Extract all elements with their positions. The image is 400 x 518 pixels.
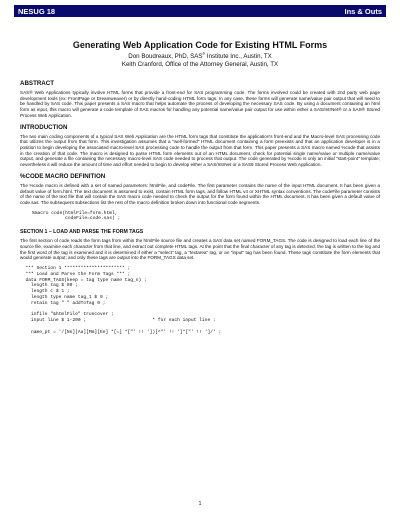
macro-definition-code: %macro code(htmlFile=form.html, codeFile=code.sas) ;	[32, 210, 121, 222]
paper-title: Generating Web Application Code for Existing HTML Forms	[72, 40, 328, 50]
page-content	[20, 40, 380, 336]
header-banner	[14, 5, 386, 17]
author-line-1: Don Boudreaux, PhD, SAS® Institute Inc., Austin, TX	[128, 52, 272, 61]
section1-heading: SECTION 1 – LOAD AND PARSE THE FORM TAGS	[20, 229, 144, 236]
macro-definition-heading: %CODE MACRO DEFINITION	[20, 172, 106, 180]
abstract-heading: ABSTRACT	[20, 80, 55, 88]
abstract-text: SAS® Web Applications typically involve HTML forms that provide a front-end for SAS programming code. The forms involved could be created with 2nd party web page development tools (ex: FrontPage or Dreamweaver) or by directly hand-coding HTML form tags. In any case, these forms will generate name/value pair output that will need to be handled by SAS code. This paper presents a SAS macro that helps automate the process of developing the necessary SAS code. By using a document containing an html form as input, this macro will generate a code template of SAS macros for handling any potential name/value pair output for use within either a SAS/IntrNet® or a SAS® Stored Process Web Application.	[20, 90, 380, 118]
section-label: Ins & Outs	[344, 6, 382, 16]
introduction-heading: INTRODUCTION	[20, 123, 68, 131]
section1-code: *** Section 1 ********************** ; *** Load and Parse the Form Tags *** ; data FORM_TAGS(keep = tag type name tag_n) ; length tag $ 80 ; length c $ 1 ; length type name tag_1 $ 9 ; retain tag " " addToTag 0 ; infile "&htmlFile" truncover ; input line $ 1-200 ; * for each input line ; name_pt = '/[Nn][Aa][Mm][Ee] *[=] *["' !! '])[^"' !! ']*["' !! ']/' ;	[25, 266, 222, 335]
page-number: 1	[198, 501, 202, 507]
author-line-2: Keith Cranford, Office of the Attorney General, Austin, TX	[121, 60, 279, 68]
section1-text: The first section of code reads the form tags from within the htmlFile source file and creates a SAS data set named FORM_TAGS. The code is designed to load each line of the source file, examine each character from that line, and extract out complete HTML tags. At the point that the final character of any tag is detected, the tag is written to the log and the first word of the tag is examined and it is determined if either a "select" tag, a "textarea" tag, or an "input" tag has been found. These tags constitute the form elements that would generate output; and only these tags are output into the FORM_TAGS data set.	[20, 238, 380, 261]
introduction-text: The two main coding components of a typical SAS Web Application are the HTML form tags that constitute the application's front-end and the Macro-level SAS processing code that utilizes the output from that form. This investigation assumes that a "well-formed" HTML document containing a form preexists and that an application developer is in a position to begin developing the associated macro-level SAS processing code to handle the output from that form. This paper presents a SAS macro named %code that assists in the creation of that code. The macro is designed to parse HTML form elements out of an HTML document, check for potential single name/value or multiple name/value output, and generate a file containing the necessary macro-level SAS code needed to process that output. The code generated by %code is only an initial "start-point" template; nevertheless it will reduce the amount of time and effort needed to begin to develop either a SAS/IntrNet or a SAS9 Stored Process Web Application.	[20, 133, 380, 168]
conference-label: NESUG 18	[18, 6, 56, 16]
macro-definition-text: The %code macro is defined with a set of named parameters: htmlFile, and codeFile. The first parameter contains the name of the input HTML document. It has been given a default value of form.html. The text document is assumed to exist, contain HTML form tags, and follow HTML v4 or XHTML syntax conventions. The codeFile parameter consists of the name of the text file that will contain the SAS macro code needed to check the output for the form found within the HTML document. It has been given a default value of code.sas. The subsequent subsections list the rest of the macro definition broken down into functional code segments.	[20, 182, 380, 205]
